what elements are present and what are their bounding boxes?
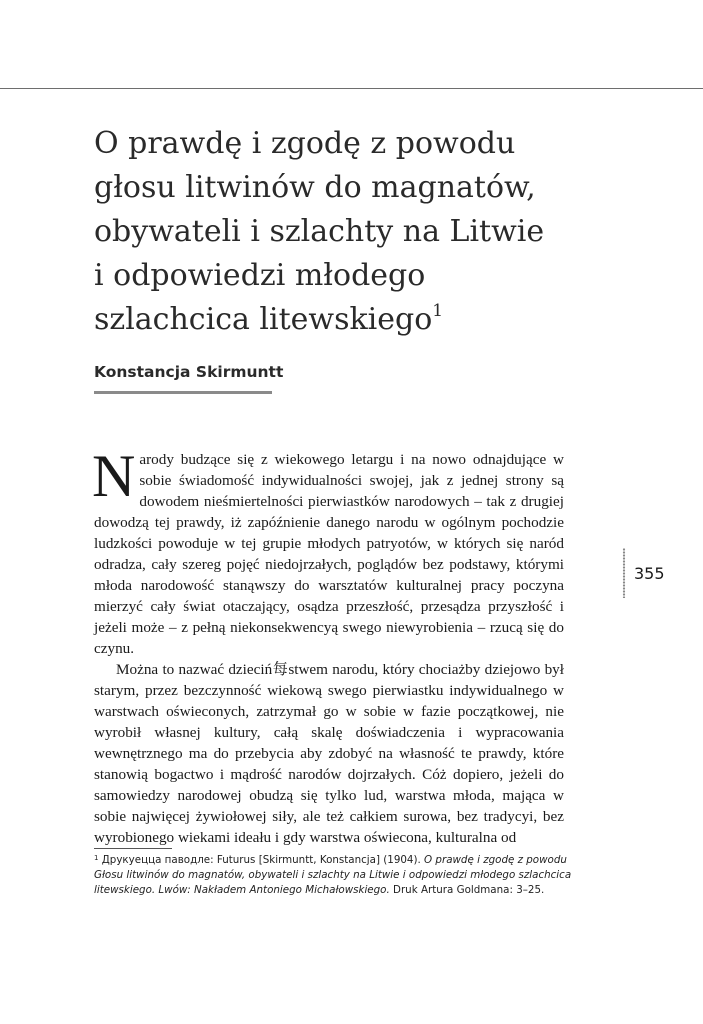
- title-line-1: O prawdę i zgodę z powodu: [94, 126, 516, 161]
- title-line-4: i odpowiedzi młodego: [94, 258, 426, 293]
- paragraph-1: [92, 443, 564, 659]
- footnote-marker: 1: [94, 854, 99, 862]
- footnote-tail: Druk Artura Goldmana: 3–25.: [389, 884, 545, 896]
- paragraph-2: Można to nazwać dzieciń每stwem narodu, który chociażby dziejowo był starym, przez bezczynność wiekową swego pierwiastku indywidualnego w warstwach oświeconych, zatrzymał go w sobie w fazie początkowej, nie wyrobił własnej kultury, całą skalę doświadczenia i wypracowania wewnętrznego ma do przebycia aby zdobyć na własność te prawdy, które stanowią bogactwo i mądrość narodów dojrzałych. Cóż dopiero, jeżeli do samowiedzy narodowej obudzą się tylko lud, warstwa młoda, mająca w sobie najwięcej żywiołowej siły, ale też całkiem surowa, bez tradycyi, bez wyrobionego wiekami ideału i gdy warstwa oświecona, kulturalna od: [94, 661, 564, 846]
- article-title: [94, 122, 594, 342]
- title-line-5: [94, 298, 594, 342]
- footnote-lead: Друкуецца паводле: Futurus [Skirmuntt, Konstancja] (1904).: [98, 854, 425, 866]
- paragraph-1-text: arody budzące się z wiekowego letargu i na nowo odnajdujące w sobie świadomość indywidualności swojej, jak z jednej strony są dowodem nieśmiertelności pierwiastków narodowych – tak z drugiej dowodzą tej prawdy, iż zapóźnienie danego narodu w ogólnym pochodzie ludzkości powoduje w tej grupie młodych patryotów, w których się naród odradza, cały szereg pojęć niedojrzałych, poglądów bez podstawy, którymi młoda narodowość stanąwszy do warsztatów kulturalnej pracy poczyna mierzyć cały świat otaczający, osądza przeszłość, przesądza przyszłość i jeżeli może – z pełną niekonsekwencyą swego niewyrobienia – rzucą się do czynu.: [94, 451, 564, 657]
- author-underline: [94, 391, 272, 394]
- title-line-3: obywateli i szlachty na Litwie: [94, 214, 545, 249]
- footnote: [94, 853, 572, 898]
- footnote-source-title: O prawdę i zgodę z powodu Głosu litwinów do magnatów, obywateli i szlachty na Litwie i odpowiedzi młodego szlachcica litewskiego. Lwów: Nakładem Antoniego Michałowskiego.: [94, 854, 572, 896]
- page-number: 355: [634, 564, 665, 583]
- title-footnote-marker[interactable]: 1: [432, 301, 444, 321]
- title-line-2: głosu litwinów do magnatów,: [94, 170, 536, 205]
- drop-cap: N: [92, 443, 136, 509]
- title-line-5-text: szlachcica litewskiego: [94, 302, 433, 337]
- footnote-rule: [94, 848, 172, 849]
- author-name: Konstancja Skirmuntt: [94, 363, 284, 381]
- article-body: [92, 443, 564, 848]
- page-number-dotted-rule: [622, 548, 626, 598]
- header-rule: [0, 88, 703, 89]
